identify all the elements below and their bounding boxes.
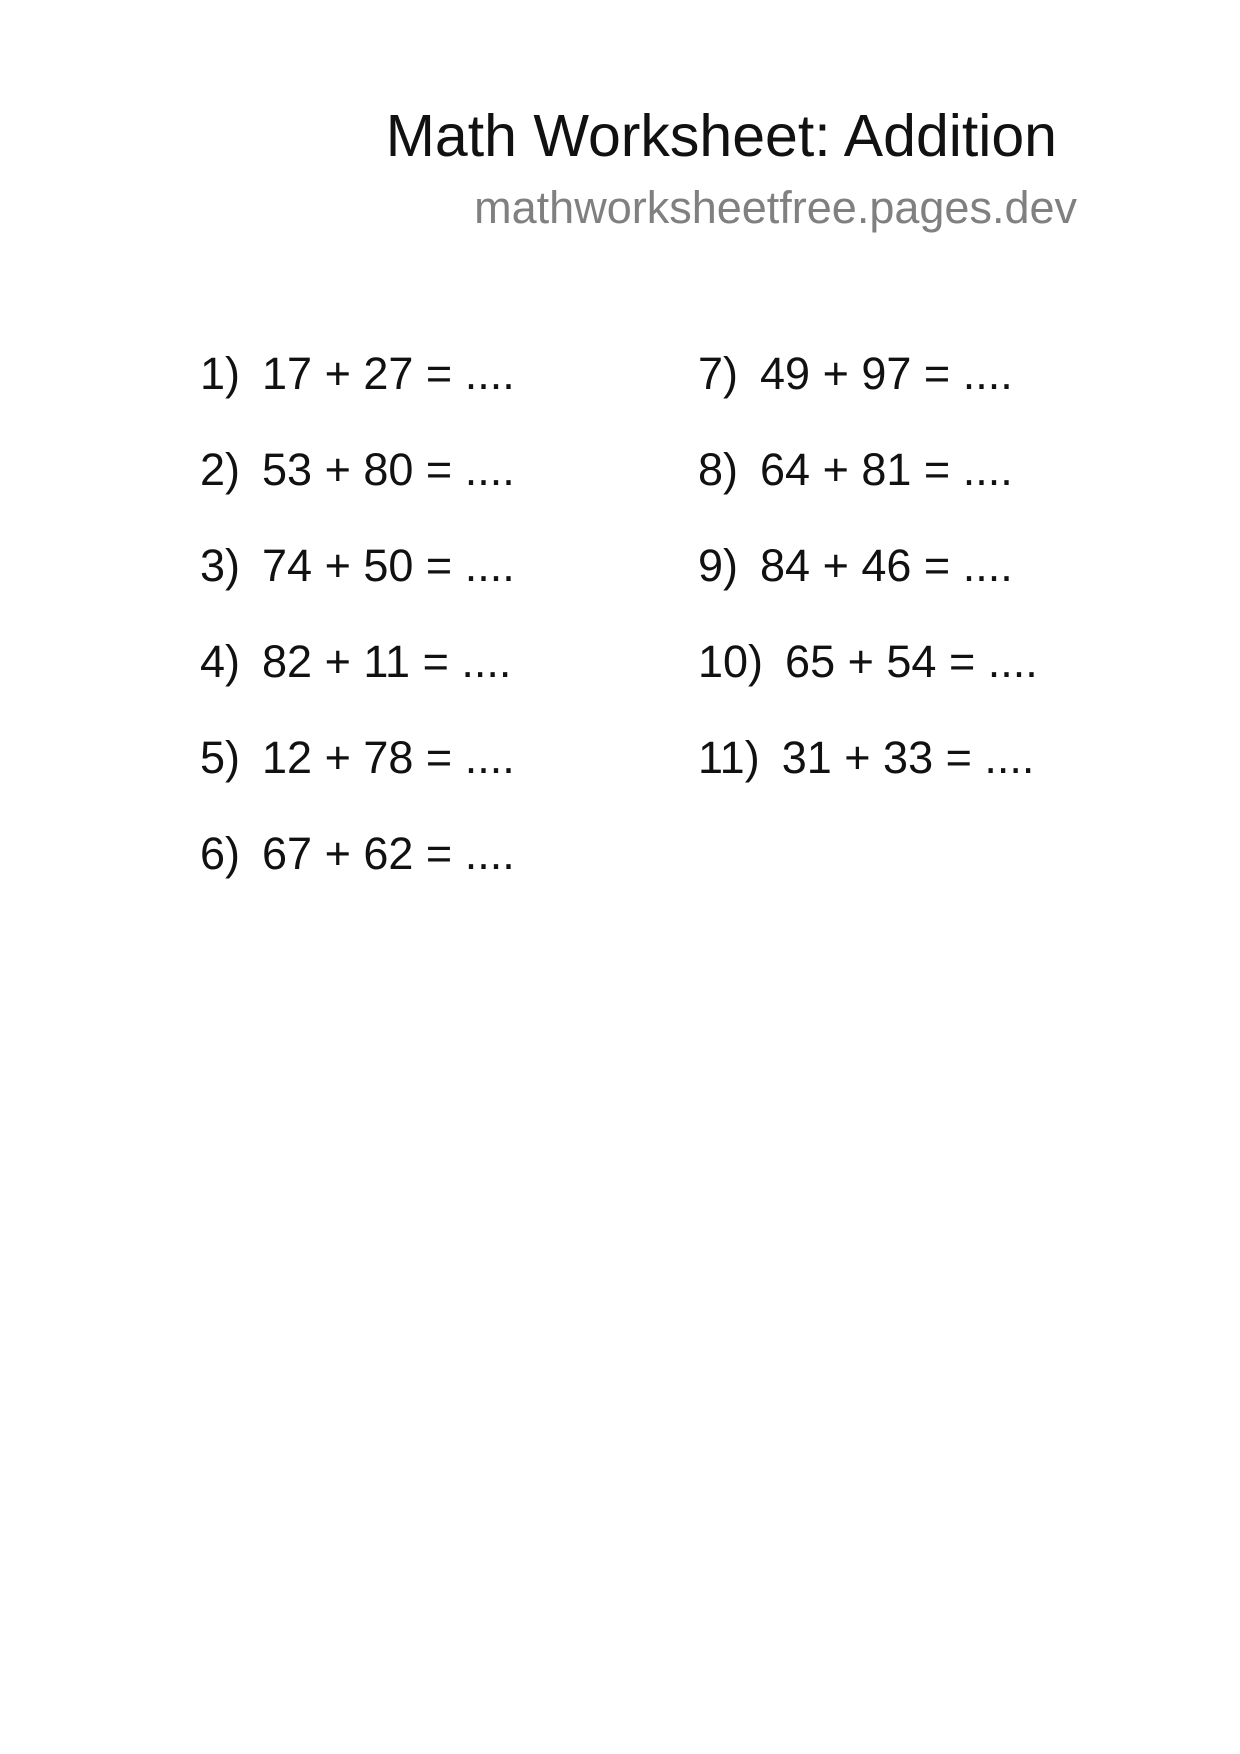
problem-item <box>200 826 640 922</box>
page-subtitle: mathworksheetfree.pages.dev <box>474 182 1077 233</box>
problem-expression: 67 + 62 = .... <box>262 828 515 879</box>
problem-number: 7) <box>698 348 739 399</box>
problem-expression: 82 + 11 = .... <box>262 636 512 687</box>
problem-item <box>200 730 640 826</box>
problem-number: 10) <box>698 636 764 687</box>
problem-item <box>698 634 1138 730</box>
problem-number: 4) <box>200 636 241 687</box>
problem-item <box>200 346 640 442</box>
problem-expression: 49 + 97 = .... <box>760 348 1013 399</box>
page-title: Math Worksheet: Addition <box>385 103 1057 169</box>
problem-number: 3) <box>200 540 241 591</box>
problem-number: 1) <box>200 348 241 399</box>
problem-expression: 64 + 81 = .... <box>760 444 1013 495</box>
problem-item <box>698 730 1138 826</box>
problem-item <box>698 538 1138 634</box>
problem-expression: 53 + 80 = .... <box>262 444 515 495</box>
problem-column-right <box>698 346 1138 826</box>
problem-number: 9) <box>698 540 739 591</box>
problem-expression: 31 + 33 = .... <box>781 732 1035 783</box>
problem-item <box>698 442 1138 538</box>
problem-number: 2) <box>200 444 241 495</box>
problem-column-left <box>200 346 640 922</box>
problem-expression: 12 + 78 = .... <box>262 732 515 783</box>
problem-expression: 84 + 46 = .... <box>760 540 1013 591</box>
problem-number: 6) <box>200 828 241 879</box>
problem-number: 5) <box>200 732 241 783</box>
problem-number: 11) <box>698 732 760 783</box>
problem-item <box>200 442 640 538</box>
problem-item <box>698 346 1138 442</box>
problem-item <box>200 634 640 730</box>
problem-expression: 17 + 27 = .... <box>262 348 515 399</box>
problem-expression: 74 + 50 = .... <box>262 540 515 591</box>
problem-number: 8) <box>698 444 739 495</box>
problem-expression: 65 + 54 = .... <box>785 636 1038 687</box>
problem-item <box>200 538 640 634</box>
